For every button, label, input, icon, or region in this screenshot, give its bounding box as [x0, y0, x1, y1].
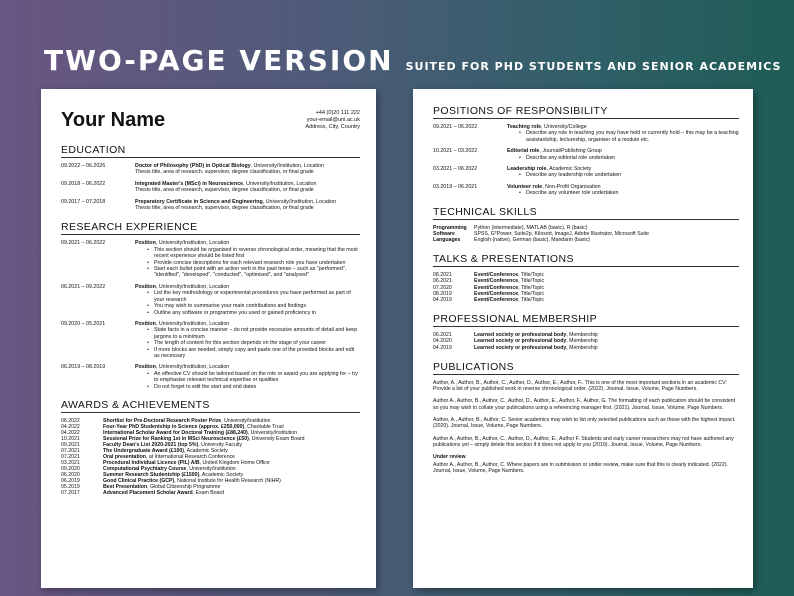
entry-degree: Preparatory Certificate in Science and Engineering [135, 198, 263, 205]
entry-role: Leadership role [507, 166, 547, 173]
membership-date: 04.2020 [433, 338, 452, 345]
skills-section [433, 225, 739, 244]
bullet: • Outline any software or programme you used or gained proficiency in [147, 310, 360, 316]
education-title: EDUCATION [61, 144, 360, 158]
contact-phone: +44 (0)20 111 222 [315, 110, 360, 116]
award-org: , at International Research Conference [145, 453, 236, 460]
membership-type: , Membership [566, 344, 598, 351]
entry-date: 09.2022 – 06.2026 [61, 163, 106, 169]
entry-date: 09.2018 – 06.2022 [61, 180, 106, 187]
headline-subtitle: SUITED FOR PHD STUDENTS AND SENIOR ACADEMICS [405, 60, 782, 73]
publication: Author, A., Author, B., Author, C. Senior academics may wish to list only selected publications such as those with the highest impact. (2020). Journal, Issue, Volume, Page Numbers. [433, 417, 736, 430]
award-org: , University/Institution [247, 429, 298, 436]
award-name: Best Presentation [103, 483, 148, 490]
membership-title: PROFESSIONAL MEMBERSHIP [433, 313, 739, 327]
entry-date: 03.2019 – 06.2021 [433, 183, 478, 190]
award-org: , Global Citizenship Programme [147, 483, 221, 490]
award-date: 04.2022 [61, 429, 80, 436]
cv-page-1 [41, 89, 376, 588]
entry-date: 09.2017 – 07.2018 [61, 198, 106, 205]
talk-date: 08.2019 [433, 290, 452, 297]
entry-role: Position [135, 283, 156, 290]
entry-org: , Academic Society [546, 166, 592, 173]
bullet: • Describe any volunteer role undertaken [519, 190, 739, 196]
bullet: • Do not forget to edit the start and end dates [147, 384, 360, 390]
headline [44, 44, 781, 77]
award-row [61, 490, 360, 496]
award-date: 09.2021 [61, 441, 80, 448]
entry-role: Position [135, 240, 156, 247]
bullet: • State facts in a concise manner – do not provide excessive amounts of detail and keep jargons to a minimum [147, 327, 360, 340]
entry-detail: Thesis title, area of research, supervisor, degree classification, or final grade [135, 169, 314, 176]
award-name: International Scholar Award for Doctoral Training (£88,240) [103, 429, 248, 436]
membership-body: Learned society or professional body [474, 338, 567, 345]
headline-title: TWO-PAGE VERSION [44, 44, 394, 77]
talk-date: 07.2020 [433, 284, 452, 291]
talk-date: 06.2021 [433, 278, 452, 285]
position-entry [433, 148, 739, 161]
entry-inst: , University/Institution, Location [155, 364, 230, 371]
talk-event: Event/Conference [474, 272, 519, 279]
skills-title: TECHNICAL SKILLS [433, 206, 739, 220]
membership-type: , Membership [566, 338, 598, 345]
skill-value: SPSS, G*Power, Suite2p, Kilosort, ImageJ, Adobe Illustrator, Microsoft Suite [474, 230, 650, 237]
entry-inst: , University/Institution, Location [243, 180, 317, 187]
award-date: 07.2021 [61, 447, 80, 454]
talk-row [433, 297, 739, 303]
award-org: , Academic Society [199, 471, 244, 478]
positions-section [433, 124, 739, 197]
publications-title: PUBLICATIONS [433, 361, 739, 375]
entry-role: Position [135, 364, 156, 371]
education-entry [61, 163, 360, 176]
entry-org: , Non-Profit Organisation [542, 183, 601, 190]
award-org: , United Kingdom Home Office [199, 459, 270, 466]
award-name: Computational Psychiatry Course [103, 465, 187, 472]
entry-inst: , University/Institution, Location [250, 163, 324, 169]
award-org: , University Faculty [198, 441, 243, 448]
membership-type: , Membership [566, 332, 598, 339]
research-title: RESEARCH EXPERIENCE [61, 221, 360, 235]
award-date: 09.2020 [61, 465, 80, 472]
award-org: , University Exam Board [248, 435, 305, 442]
membership-row [433, 345, 739, 351]
bullet: • Provide concise descriptions for each relevant research role you have undertaken [147, 260, 360, 266]
award-date: 06.2022 [61, 417, 80, 424]
contact-email: your-email@uni.ac.uk [306, 117, 360, 123]
skill-key: Languages [433, 237, 461, 244]
education-entry [61, 199, 360, 212]
cv-contact [305, 110, 360, 131]
contact-address: Address, City, Country [305, 124, 360, 130]
bullet: • Start each bullet point with an action verb in the past tense – such as "performed", "identified", "developed", "conducted", "optimised", and "analysed" [147, 266, 360, 279]
talk-topic: , Title/Topic [518, 290, 545, 297]
entry-date: 09.2020 – 05.2021 [61, 320, 106, 327]
award-date: 06.2020 [61, 471, 80, 478]
award-date: 05.2019 [61, 483, 80, 490]
award-date: 07.2017 [61, 489, 80, 496]
membership-section [433, 332, 739, 351]
entry-date: 03.2021 – 06.2022 [433, 166, 478, 173]
bullet: • List the key methodology or experimental procedures you have performed as part of your research [147, 290, 360, 303]
positions-title: POSITIONS OF RESPONSIBILITY [433, 105, 739, 119]
bullet: • You may wish to summarise your main contributions and findings [147, 303, 360, 309]
cv-page-2 [413, 89, 753, 588]
position-entry [433, 166, 739, 179]
talk-event: Event/Conference [474, 284, 519, 291]
entry-degree: Doctor of Philosophy (PhD) in Optical Biology [135, 163, 251, 169]
bullet: • If more blocks are needed, simply copy and paste one of the provided blocks and edit as necessary [147, 347, 360, 360]
talk-event: Event/Conference [474, 290, 519, 297]
publication: Author A., Author, B., Author, C., Author, D., Author, E., Author, F., Author, G. The formatting of each publication should be consistent so you may wish to collate your publications using a referencing manager first. (2021). Journal, Issue, Volume, Page Numbers. [433, 398, 736, 411]
publications-section [433, 380, 739, 474]
entry-date: 09.2021 – 06.2022 [433, 124, 478, 130]
entry-date: 06.2021 – 09.2022 [61, 283, 106, 290]
entry-inst: , University/Institution, Location [155, 240, 230, 247]
award-date: 03.2021 [61, 459, 80, 466]
entry-detail: Thesis title, area of research, supervisor, degree classification, or final grade [135, 205, 314, 212]
awards-section [61, 418, 360, 496]
talks-section [433, 272, 739, 303]
publication: Author A., Author, B., Author, C. Where papers are in submission or under review, make sure that this is clearly indicated. (2022). Journal, Issue, Volume, Page Numbers. [433, 461, 728, 474]
award-name: Shortlist for Pre-Doctoral Research Poster Prize [103, 417, 222, 424]
bullet: • The length of content for this section depends on the stage of your career [147, 340, 360, 346]
entry-inst: , University/Institution, Location [155, 283, 230, 290]
talk-event: Event/Conference [474, 297, 519, 304]
entry-date: 10.2021 – 03.2022 [433, 148, 478, 155]
award-name: Oral presentation [103, 453, 146, 460]
position-entry [433, 124, 739, 143]
bullet: • An effective CV should be tailored based on the role or award you are applying for – try to emphasise relevant technical expertise or qualities [147, 371, 360, 384]
entry-date: 09.2021 – 06.2022 [61, 240, 106, 247]
award-org: , Charitable Trust [244, 423, 284, 430]
award-name: Summer Research Studentship (£1500) [103, 471, 200, 478]
entry-role: Position [135, 320, 156, 327]
talk-topic: , Title/Topic [518, 297, 545, 304]
bullet: • Describe any editorial role undertaken [519, 155, 739, 161]
award-name: Faculty Dean's List 2020-2021 (top 5%) [103, 441, 199, 448]
skill-row [433, 237, 739, 243]
award-name: Procedural Individual Licence (PIL) A/B [103, 459, 200, 466]
research-entry [61, 240, 360, 278]
award-date: 06.2019 [61, 477, 80, 484]
entry-org: , Journal/Publishing Group [539, 148, 602, 155]
talk-topic: , Title/Topic [518, 278, 545, 285]
bullet: • Describe any leadership role undertaken [519, 172, 739, 178]
talks-title: TALKS & PRESENTATIONS [433, 253, 739, 267]
skill-key: Programming [433, 224, 467, 231]
award-org: , Academic Society [184, 447, 228, 454]
award-name: The Undergraduate Award (£100) [103, 447, 185, 454]
membership-body: Learned society or professional body [474, 344, 567, 351]
skill-key: Software [433, 230, 455, 237]
entry-role: Teaching role [507, 124, 542, 130]
talk-topic: , Title/Topic [518, 272, 545, 279]
entry-degree: Integrated Master's (MSci) in Neuroscience [135, 180, 244, 187]
award-name: Sessional Prize for Ranking 1st in MSci Neuroscience (£50) [103, 435, 249, 442]
award-date: 07.2021 [61, 453, 80, 460]
research-entry [61, 364, 360, 390]
talk-date: 08.2021 [433, 272, 452, 279]
award-org: , University/Institution [221, 417, 271, 424]
entry-inst: , University/Institution, Location [262, 198, 337, 205]
award-org: , National Institute for Health Research (NIHR) [174, 477, 281, 484]
award-name: Four-Year PhD Studentship in Science (approx. £250,000) [103, 423, 245, 430]
award-date: 04.2022 [61, 423, 80, 430]
research-entry [61, 284, 360, 316]
research-section [61, 240, 360, 390]
research-entry [61, 321, 360, 359]
cv-name: Your Name [61, 109, 166, 131]
skill-value: English (native), German (basic), Mandarin (basic) [474, 237, 590, 244]
membership-body: Learned society or professional body [474, 332, 567, 339]
award-name: Good Clinical Practice (GCP) [103, 477, 175, 484]
award-org: , Exam Board [192, 489, 225, 496]
education-section [61, 163, 360, 211]
award-org: , University/Institution [186, 465, 236, 472]
membership-date: 06.2021 [433, 332, 452, 339]
entry-role: Volunteer role [507, 183, 543, 190]
talk-date: 04.2019 [433, 297, 452, 304]
awards-title: AWARDS & ACHIEVEMENTS [61, 399, 360, 413]
entry-date: 06.2019 – 08.2019 [61, 364, 106, 371]
bullet: • This section should be organised in reverse chronological order, meaning that the most recent experience should be listed first [147, 247, 360, 260]
talk-event: Event/Conference [474, 278, 519, 285]
award-date: 10.2021 [61, 435, 80, 442]
position-entry [433, 184, 739, 197]
publication: Author A., Author, B., Author, C., Author, D., Author, E., Author F. Students and early career researchers may not have authored any publications yet – simply delete this section if it does not apply to you (2019). Journal, Issue, Volume, Page Numbers. [433, 435, 734, 448]
entry-role: Editorial role [507, 148, 540, 155]
skill-value: Python (intermediate), MATLAB (basic), R (basic) [474, 224, 588, 231]
entry-inst: , University/Institution, Location [155, 320, 230, 327]
talk-topic: , Title/Topic [518, 284, 545, 291]
education-entry [61, 181, 360, 194]
bullet: • Describe any role in teaching you may have held or currently hold – this may be a teaching assistantship, lectureship, organiser of a module etc. [519, 130, 739, 143]
membership-date: 04.2019 [433, 344, 452, 351]
award-name: Advanced Placement Scholar Award [103, 489, 193, 496]
under-review-title: Under review [433, 454, 466, 461]
publication: Author, A., Author, B., Author, C., Author, D., Author, E., Author, F.. This is one of the most important sections in an academic CV: Provide a list of your published work in reverse chronological order. (2022). Journal, Issue, Volume, Page Numbers. [433, 379, 727, 393]
entry-org: , University/College [541, 124, 587, 130]
cv-header [61, 107, 360, 132]
entry-detail: Thesis title, area of research, supervisor, degree classification, or final grade [135, 187, 314, 194]
